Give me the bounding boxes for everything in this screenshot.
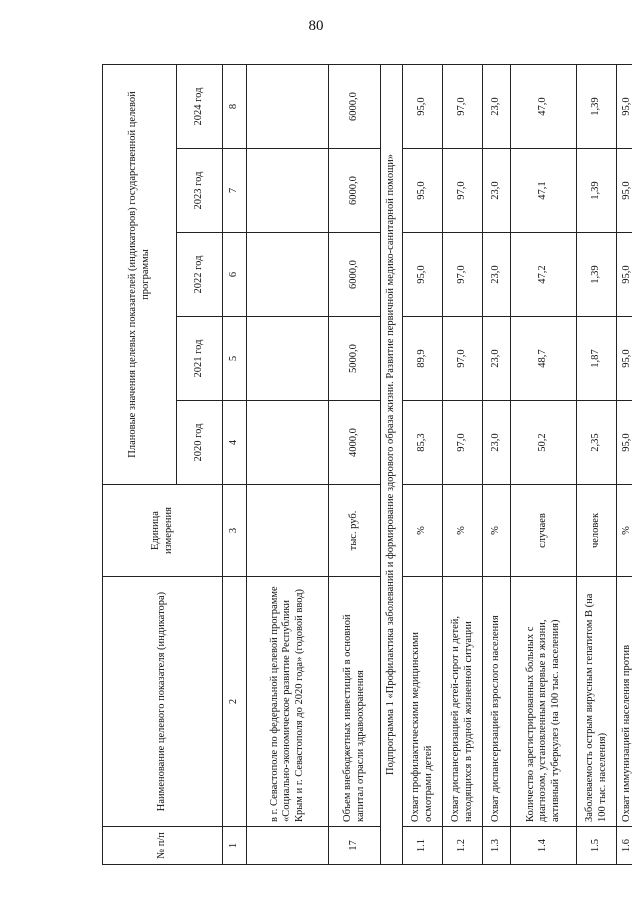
row-name: Заболеваемость острым вирусным гепатитом В (на 100 тыс. населения) [577, 577, 617, 827]
row-num: 17 [329, 827, 381, 865]
header-year: 2023 год [177, 149, 223, 233]
table-row [511, 64, 577, 864]
row-value: 2,35 [577, 401, 617, 485]
table-row [443, 64, 483, 864]
indicators-table [102, 64, 632, 865]
row-value: 95,0 [617, 233, 632, 317]
row-value: 6000,0 [329, 233, 381, 317]
index-cell: 2 [223, 577, 247, 827]
row-unit: % [403, 485, 443, 577]
row-value: 95,0 [403, 233, 443, 317]
table-row [247, 64, 329, 864]
row-num [247, 827, 329, 865]
row-unit: % [483, 485, 511, 577]
row-value: 97,0 [443, 401, 483, 485]
index-cell: 5 [223, 317, 247, 401]
page-number: 80 [308, 18, 324, 34]
table-row [329, 64, 381, 864]
rotated-table-container [102, 65, 632, 865]
row-name: в г. Севастополе по федеральной целевой программе «Социально-экономическое развитие Республики Крым и г. Севастополя до 2020 года» (годовой ввод) [247, 577, 329, 827]
index-cell: 6 [223, 233, 247, 317]
row-value [247, 233, 329, 317]
row-value [247, 149, 329, 233]
row-value: 89,9 [403, 317, 443, 401]
row-name: Объем внебюджетных инвестиций в основной капитал отрасли здравоохранения [329, 577, 381, 827]
row-unit [247, 485, 329, 577]
index-cell: 4 [223, 401, 247, 485]
row-num: 1.2 [443, 827, 483, 865]
row-value: 1,39 [577, 64, 617, 148]
index-cell: 1 [223, 827, 247, 865]
row-value: 4000,0 [329, 401, 381, 485]
row-value: 95,0 [617, 149, 632, 233]
index-cell: 7 [223, 149, 247, 233]
header-year: 2021 год [177, 317, 223, 401]
row-value: 47,2 [511, 233, 577, 317]
row-num: 1.3 [483, 827, 511, 865]
row-name: Количество зарегистрированных больных с диагнозом, установленным впервые в жизни, активный туберкулез (на 100 тыс. населения) [511, 577, 577, 827]
row-value: 95,0 [403, 64, 443, 148]
row-value: 1,87 [577, 317, 617, 401]
row-value: 97,0 [443, 64, 483, 148]
row-value: 23,0 [483, 64, 511, 148]
row-value: 23,0 [483, 317, 511, 401]
row-value: 47,0 [511, 64, 577, 148]
subprogram-title: Подпрограмма 1 «Профилактика заболеваний и формирование здорового образа жизни. Развитие первичной медико-санитарной помощи» [381, 64, 403, 864]
row-num: 1.6 [617, 827, 632, 865]
row-name: Охват профилактическими медицинскими осмотрами детей [403, 577, 443, 827]
header-plan: Плановые значения целевых показателей (индикаторов) государственной целевой программы [103, 64, 177, 484]
row-unit: случаев [511, 485, 577, 577]
row-num: 1.5 [577, 827, 617, 865]
row-value: 95,0 [617, 64, 632, 148]
header-unit: Единица измерения [103, 485, 223, 577]
row-value: 95,0 [617, 317, 632, 401]
header-year: 2020 год [177, 401, 223, 485]
index-cell: 8 [223, 64, 247, 148]
table-row [617, 64, 632, 864]
index-row [223, 64, 247, 864]
row-value: 23,0 [483, 401, 511, 485]
row-value: 97,0 [443, 317, 483, 401]
row-value: 5000,0 [329, 317, 381, 401]
row-value: 6000,0 [329, 149, 381, 233]
row-value [247, 401, 329, 485]
row-unit: человек [577, 485, 617, 577]
table-row [577, 64, 617, 864]
row-num: 1.4 [511, 827, 577, 865]
header-num: № п/п [103, 827, 223, 865]
row-name: Охват диспансеризацией взрослого населения [483, 577, 511, 827]
row-value: 95,0 [617, 401, 632, 485]
row-name: Охват диспансеризацией детей-сирот и детей, находящихся в трудной жизненной ситуации [443, 577, 483, 827]
row-value [247, 64, 329, 148]
header-name: Наименование целевого показателя (индикатора) [103, 577, 223, 827]
row-value: 97,0 [443, 233, 483, 317]
table-row [483, 64, 511, 864]
row-value: 1,39 [577, 233, 617, 317]
row-value: 95,0 [403, 149, 443, 233]
table-row [403, 64, 443, 864]
header-year: 2022 год [177, 233, 223, 317]
row-value: 47,1 [511, 149, 577, 233]
header-year: 2024 год [177, 64, 223, 148]
row-value: 6000,0 [329, 64, 381, 148]
row-unit: тыс. руб. [329, 485, 381, 577]
row-value: 23,0 [483, 233, 511, 317]
row-name: Охват иммунизацией населения против [617, 577, 632, 827]
row-num: 1.1 [403, 827, 443, 865]
row-value: 48,7 [511, 317, 577, 401]
row-value: 1,39 [577, 149, 617, 233]
row-value: 97,0 [443, 149, 483, 233]
row-value [247, 317, 329, 401]
row-value: 50,2 [511, 401, 577, 485]
row-unit: % [443, 485, 483, 577]
row-unit: % [617, 485, 632, 577]
row-value: 85,3 [403, 401, 443, 485]
index-cell: 3 [223, 485, 247, 577]
row-value: 23,0 [483, 149, 511, 233]
